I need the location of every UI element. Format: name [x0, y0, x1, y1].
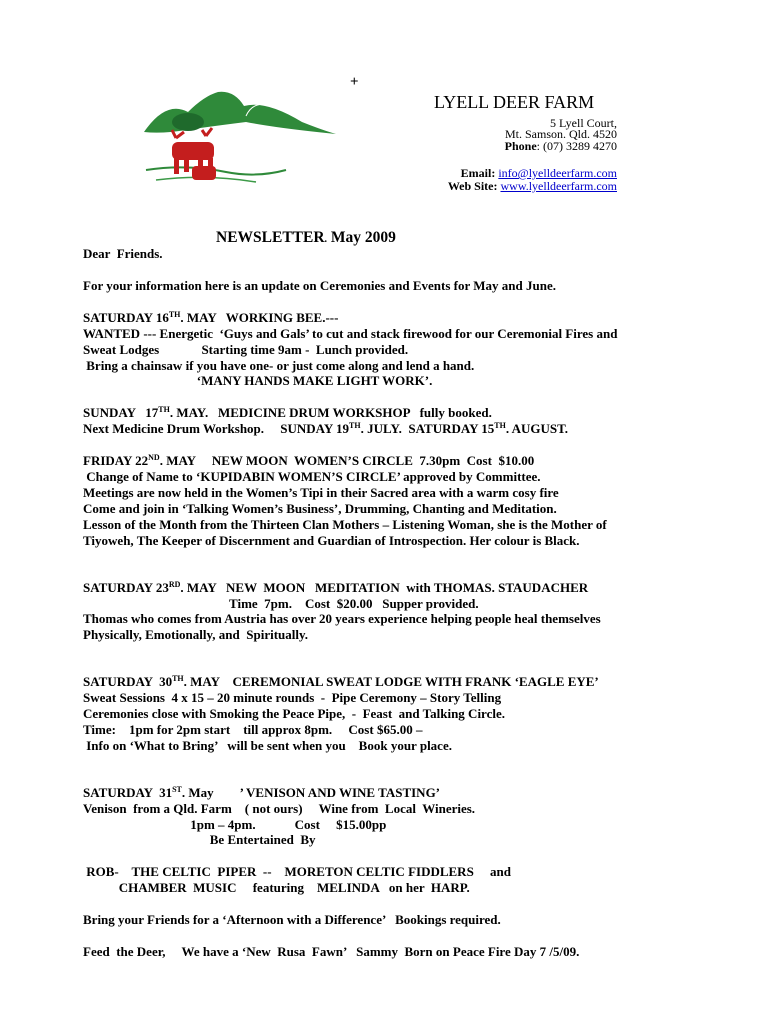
event-meditation-line: Time 7pm. Cost $20.00 Supper provided. — [83, 595, 479, 611]
event-working-bee-line: Bring a chainsaw if you have one- or just come along and lend a hand. — [83, 357, 475, 373]
event-venison-line: Feed the Deer, We have a ‘New Rusa Fawn’ Sammy Born on Peace Fire Day 7 /5/09. — [83, 944, 580, 960]
event-sweat-lodge-heading: SATURDAY 30TH. MAY CEREMONIAL SWEAT LODGE WITH FRANK ‘EAGLE EYE’ — [83, 674, 599, 690]
event-sweat-lodge-line: Ceremonies close with Smoking the Peace Pipe, - Feast and Talking Circle. — [83, 706, 505, 722]
event-womens-circle-line: Lesson of the Month from the Thirteen Clan Mothers – Listening Woman, she is the Mother of — [83, 516, 607, 532]
event-venison-line: Bring your Friends for a ‘Afternoon with a Difference’ Bookings required. — [83, 912, 501, 928]
event-meditation-line: Thomas who comes from Austria has over 20 years experience helping people heal themselves — [83, 611, 601, 627]
event-sweat-lodge-line: Time: 1pm for 2pm start till approx 8pm. Cost $65.00 – — [83, 721, 423, 737]
address-line-2: Mt. Samson. Qld. 4520 — [504, 127, 617, 141]
event-womens-circle-line: Meetings are now held in the Women’s Tipi in their Sacred area with a warm cosy fire — [83, 484, 559, 500]
event-venison-line: ROB- THE CELTIC PIPER -- MORETON CELTIC FIDDLERS and — [83, 864, 512, 880]
newsletter-body — [83, 246, 723, 960]
event-womens-circle-line: Come and join in ‘Talking Women’s Business’, Drumming, Chanting and Meditation. — [83, 500, 557, 516]
address-line-1: 5 Lyell Court, — [550, 116, 617, 130]
event-venison-line: CHAMBER MUSIC featuring MELINDA on her HARP. — [83, 880, 470, 896]
event-sweat-lodge-line: Sweat Sessions 4 x 15 – 20 minute rounds - Pipe Ceremony – Story Telling — [83, 690, 502, 706]
event-womens-circle-heading: FRIDAY 22ND. MAY NEW MOON WOMEN’S CIRCLE 7.30pm Cost $10.00 — [83, 453, 535, 469]
email-line: Email: info@lyelldeerfarm.com — [460, 166, 617, 180]
greeting: Dear Friends. — [83, 246, 163, 261]
website-label: Web Site — [447, 179, 494, 193]
event-womens-circle-line: Tiyoweh, The Keeper of Discernment and Guardian of Introspection. Her colour is Black. — [83, 532, 580, 548]
newsletter-date: May 2009 — [330, 229, 396, 246]
phone-value: : (07) 3289 4270 — [536, 139, 617, 153]
email-link[interactable]: info@lyelldeerfarm.com — [498, 166, 617, 180]
event-working-bee-line: Sweat Lodges Starting time 9am - Lunch provided. — [83, 341, 409, 357]
event-working-bee-heading: SATURDAY 16TH. MAY WORKING BEE.--- — [83, 309, 339, 325]
newsletter-title-text: NEWSLETTER — [216, 229, 325, 246]
event-venison-line: Venison from a Qld. Farm ( not ours) Wine from Local Wineries. — [83, 800, 476, 816]
event-sweat-lodge-line: Info on ‘What to Bring’ will be sent when you Book your place. — [83, 737, 452, 753]
event-drum-next: Next Medicine Drum Workshop. SUNDAY 19TH. JULY. SATURDAY 15TH. AUGUST. — [83, 421, 569, 437]
newsletter-title: NEWSLETTER. May 2009 — [216, 229, 396, 246]
phone-line — [505, 139, 617, 153]
event-working-bee-line: WANTED --- Energetic ‘Guys and Gals’ to cut and stack firewood for our Ceremonial Fires and — [83, 325, 618, 341]
farm-logo — [126, 88, 340, 192]
event-meditation-heading: SATURDAY 23RD. MAY NEW MOON MEDITATION with THOMAS. STAUDACHER — [83, 579, 589, 595]
event-venison-line: Be Entertained By — [83, 832, 316, 848]
event-venison-heading: SATURDAY 31ST. May ’ VENISON AND WINE TASTING’ — [83, 784, 441, 800]
event-working-bee-line: ‘MANY HANDS MAKE LIGHT WORK’. — [83, 373, 433, 389]
event-womens-circle-line: Change of Name to ‘KUPIDABIN WOMEN’S CIRCLE’ approved by Committee. — [83, 469, 541, 485]
website-line: Web Site: www.lyelldeerfarm.com — [447, 179, 617, 193]
farm-name: LYELL DEER FARM — [434, 92, 595, 112]
plus-mark: + — [350, 74, 359, 90]
phone-label: Phone — [504, 139, 537, 153]
email-label: Email — [460, 166, 492, 180]
intro-text: For your information here is an update on Ceremonies and Events for May and June. — [83, 277, 556, 293]
website-link[interactable]: www.lyelldeerfarm.com — [500, 179, 617, 193]
event-venison-line: 1pm – 4pm. Cost $15.00pp — [83, 816, 387, 832]
event-meditation-line: Physically, Emotionally, and Spiritually. — [83, 627, 309, 643]
event-drum-heading: SUNDAY 17TH. MAY. MEDICINE DRUM WORKSHOP fully booked. — [83, 405, 492, 421]
